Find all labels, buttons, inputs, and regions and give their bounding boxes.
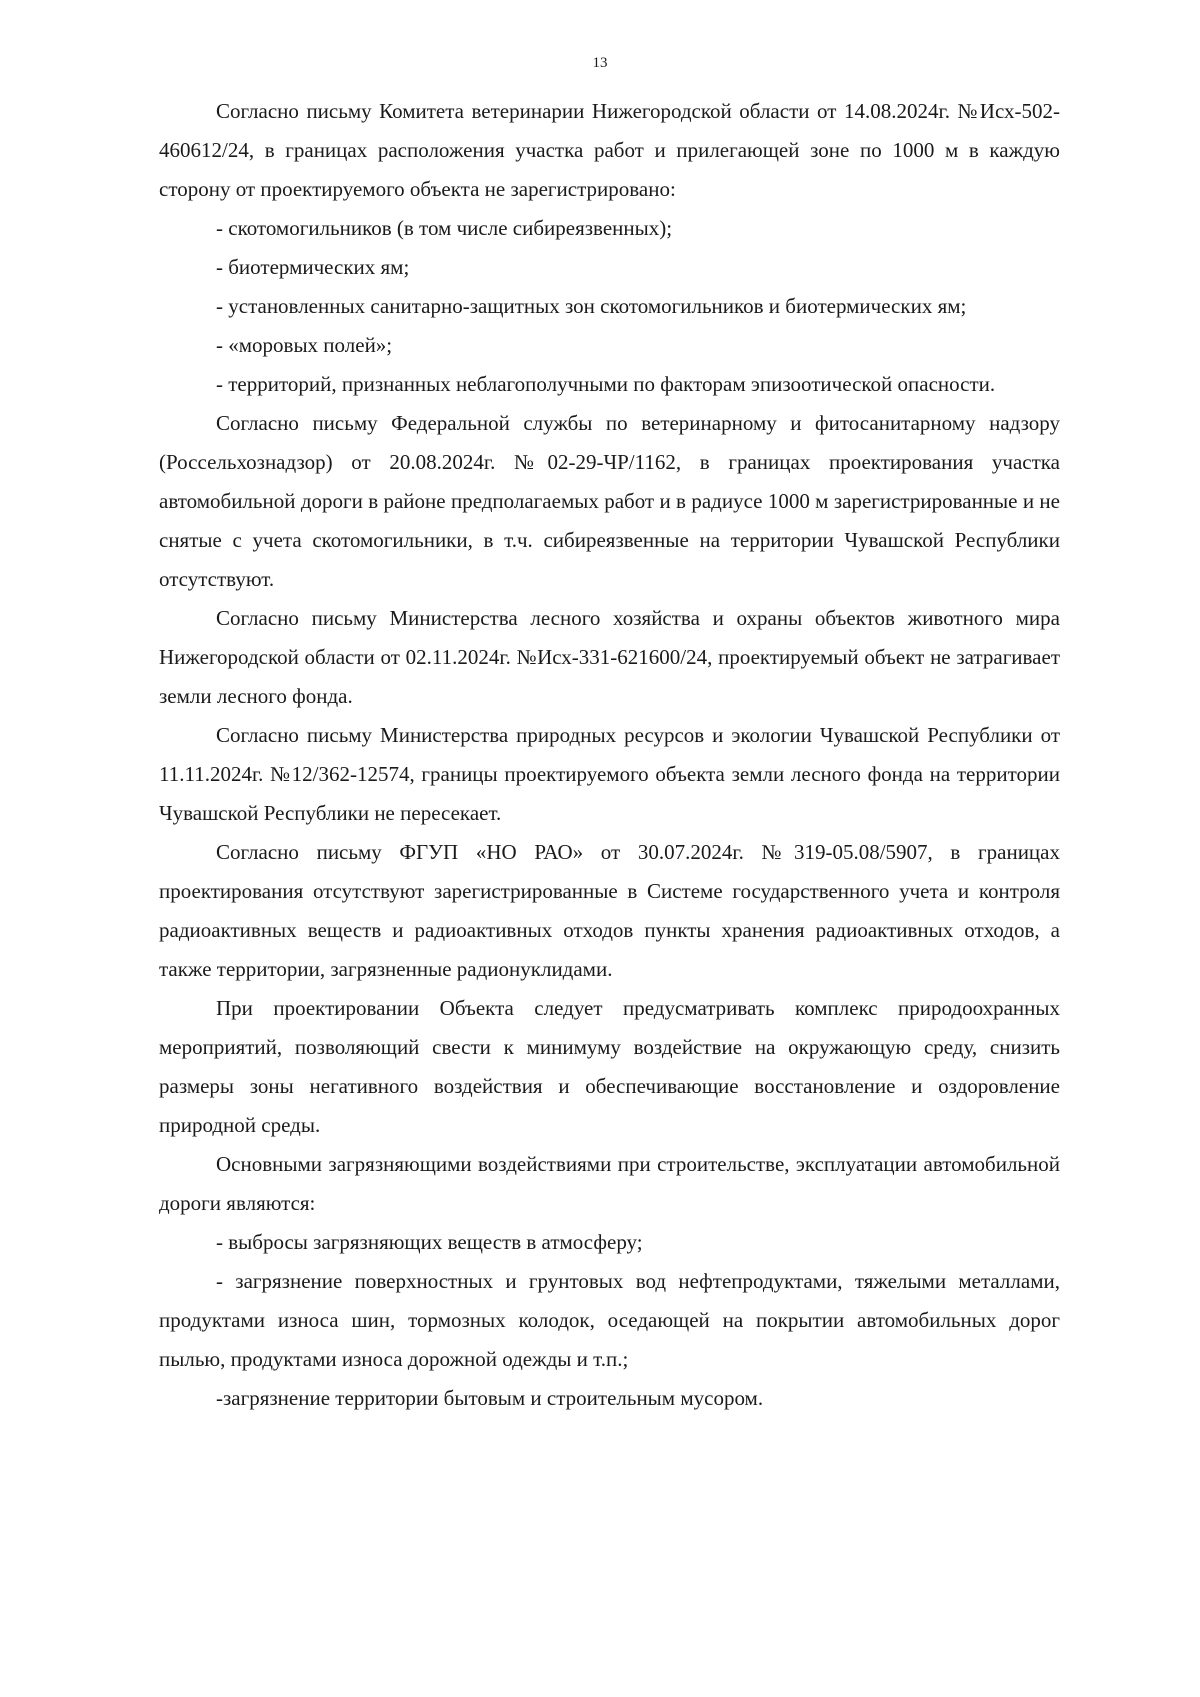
- list-item: - территорий, признанных неблагополучными по факторам эпизоотической опасности.: [216, 372, 996, 396]
- list-item: - биотермических ям;: [216, 255, 410, 279]
- paragraph-rosselkhoznadzor-letter: Согласно письму Федеральной службы по ветеринарному и фитосанитарному надзору (Россельхознадзор) от 20.08.2024г. №02-29-ЧР/1162, в границах проектирования участка автомобильной дороги в районе предполагаемых работ и в радиусе 1000 м зарегистрированные и не снятые с учета скотомогильники, в т.ч. сибиреязвенные на территории Чувашской Республики отсутствуют.: [159, 411, 1060, 591]
- list-item: - загрязнение поверхностных и грунтовых вод нефтепродуктами, тяжелыми металлами, продуктами износа шин, тормозных колодок, оседающей на покрытии автомобильных дорог пылью, продуктами износа дорожной одежды и т.п.;: [159, 1269, 1060, 1371]
- list-item: - скотомогильников (в том числе сибиреязвенных);: [216, 216, 673, 240]
- list-item: -загрязнение территории бытовым и строительным мусором.: [216, 1386, 764, 1410]
- paragraph-natural-resources-ministry-letter: Согласно письму Министерства природных ресурсов и экологии Чувашской Республики от 11.11.2024г. №12/362-12574, границы проектируемого объекта земли лесного фонда на территории Чувашской Республики не пересекает.: [159, 723, 1060, 825]
- list-item: - «моровых полей»;: [216, 333, 393, 357]
- paragraph-no-rao-letter: Согласно письму ФГУП «НО РАО» от 30.07.2024г. №319-05.08/5907, в границах проектирования отсутствуют зарегистрированные в Системе государственного учета и контроля радиоактивных веществ и радиоактивных отходов пункты хранения радиоактивных отходов, а также территории, загрязненные радионуклидами.: [159, 840, 1060, 981]
- paragraph-veterinary-committee-letter: Согласно письму Комитета ветеринарии Нижегородской области от 14.08.2024г. №Исх-502-460612/24, в границах расположения участка работ и прилегающей зоне по 1000 м в каждую сторону от проектируемого объекта не зарегистрировано:: [159, 99, 1060, 201]
- list-item: - установленных санитарно-защитных зон скотомогильников и биотермических ям;: [216, 294, 967, 318]
- page-number: 13: [592, 55, 608, 71]
- paragraph-forestry-ministry-letter: Согласно письму Министерства лесного хозяйства и охраны объектов животного мира Нижегородской области от 02.11.2024г. №Исх-331-621600/24, проектируемый объект не затрагивает земли лесного фонда.: [159, 606, 1060, 708]
- paragraph-design-measures: При проектировании Объекта следует предусматривать комплекс природоохранных мероприятий, позволяющий свести к минимуму воздействие на окружающую среду, снизить размеры зоны негативного воздействия и обеспечивающие восстановление и оздоровление природной среды.: [159, 996, 1060, 1137]
- list-item: - выбросы загрязняющих веществ в атмосферу;: [216, 1230, 643, 1254]
- document-body: [159, 92, 1060, 1418]
- paragraph-main-impacts: Основными загрязняющими воздействиями при строительстве, эксплуатации автомобильной дороги являются:: [159, 1152, 1060, 1215]
